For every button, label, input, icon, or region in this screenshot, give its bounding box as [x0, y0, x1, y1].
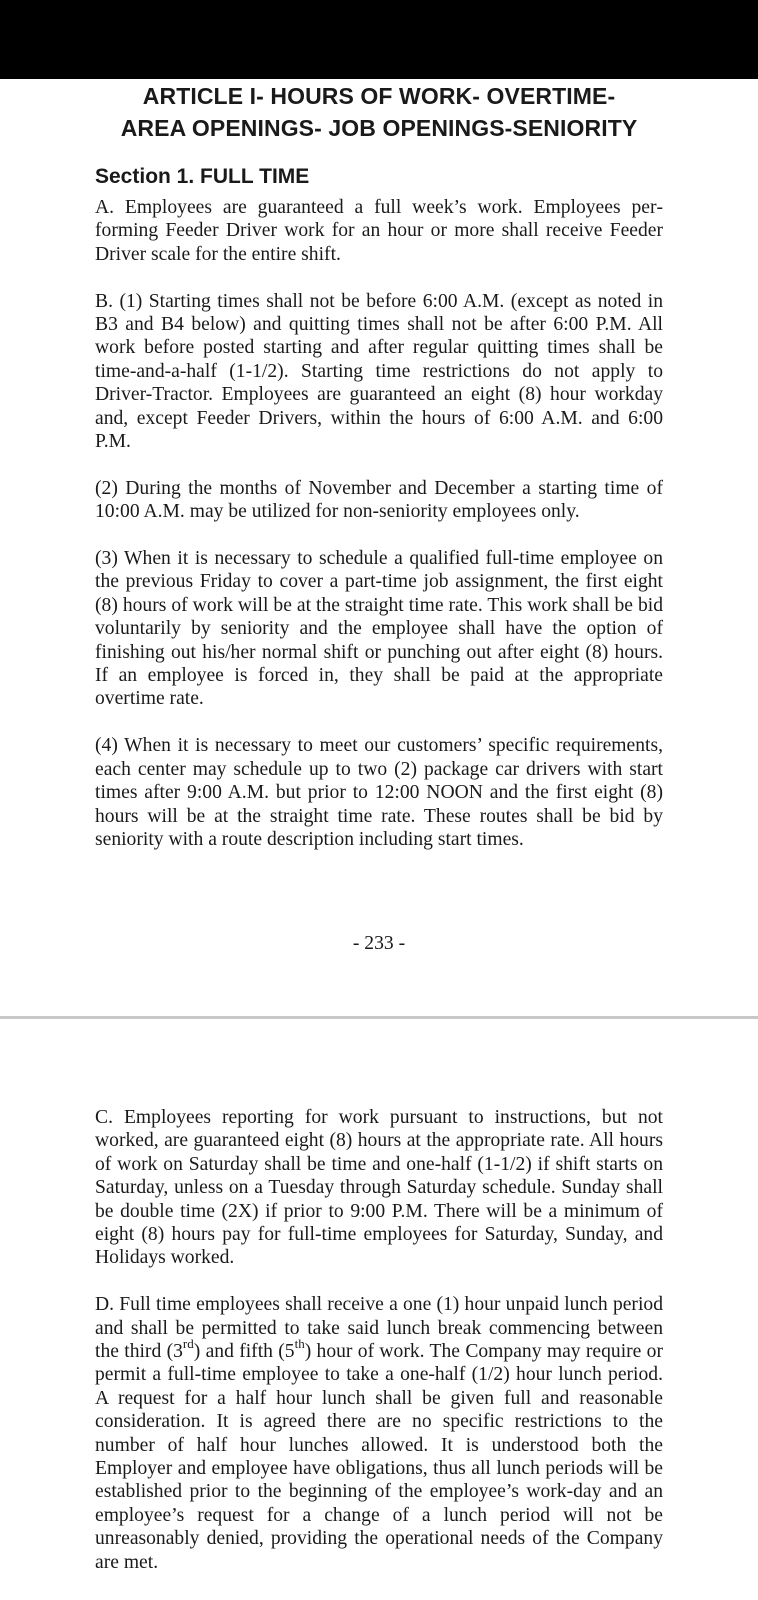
- page-233: [95, 80, 663, 851]
- ordinal-rd: rd: [182, 1335, 194, 1351]
- paragraph-b1: B. (1) Starting times shall not be before 6:00 A.M. (except as noted in B3 and B4 below) and quitting times shall not be after 6:00 P.M. All work before posted starting and after regular quitting times shall be time-and-a-half (1-1/2). Starting time restrictions do not apply to Driver-Tractor. Employees are guaranteed an eight (8) hour workday and, except Feeder Drivers, within the hours of 6:00 A.M. and 6:00 P.M.: [95, 290, 663, 453]
- paragraph-b4: (4) When it is necessary to meet our customers’ specific requirements, each center may schedule up to two (2) package car drivers with start times after 9:00 A.M. but prior to 12:00 NOON and the first eight (8) hours will be at the straight time rate. These routes shall be bid by seniority with a route description including start times.: [95, 735, 663, 850]
- page-234: [95, 1106, 663, 1574]
- section-heading: Section 1. FULL TIME: [95, 165, 310, 188]
- page-divider: [0, 1016, 758, 1019]
- page-number: - 233 -: [352, 933, 406, 954]
- article-title-line-2: AREA OPENINGS- JOB OPENINGS-SENIORITY: [120, 115, 638, 141]
- top-black-bar: [0, 0, 758, 79]
- paragraph-d: [95, 1293, 663, 1574]
- paragraph-d-part-2: ) and fifth (5: [193, 1341, 295, 1363]
- paragraph-d-part-3: ) hour of work. The Company may require or permit a full-time employee to take a one-half (1/2) hour lunch period. A request for a half hour lunch shall be given full and reasonable consideration. It is agreed there are no specific restrictions to the number of half hour lunches allowed. It is understood both the Employer and employee have obligations, thus all lunch periods will be established prior to the beginning of the employee’s work-day and an employee’s request for a change of a lunch period will not be unreasonably denied, providing the operational needs of the Company are met.: [95, 1341, 663, 1573]
- article-title: [89, 80, 669, 144]
- paragraph-c: C. Employees reporting for work pursuant to instructions, but not worked, are guaranteed eight (8) hours at the appropriate rate. All hours of work on Saturday shall be time and one-half (1-1/2) if shift starts on Saturday, unless on a Tuesday through Saturday schedule. Sunday shall be double time (2X) if prior to 9:00 P.M. There will be a minimum of eight (8) hours pay for full-time employees for Saturday, Sunday, and Holidays worked.: [95, 1107, 663, 1269]
- paragraph-b2: (2) During the months of November and December a starting time of 10:00 A.M. may be utilized for non-seniority employees only.: [95, 477, 663, 523]
- paragraph-b3: (3) When it is necessary to schedule a qualified full-time employee on the previous Friday to cover a part-time job assignment, the first eight (8) hours of work will be at the straight time rate. This work shall be bid voluntarily by seniority and the employee shall have the option of finishing out his/her normal shift or punching out after eight (8) hours. If an employee is forced in, they shall be paid at the appropriate overtime rate.: [95, 548, 663, 710]
- paragraph-d-part-1: D. Full time employees shall receive a one (1) hour unpaid lunch period and shall be permitted to take said lunch break commencing between the third (3: [95, 1294, 663, 1363]
- ordinal-th: th: [294, 1335, 305, 1351]
- article-title-line-1: ARTICLE I- HOURS OF WORK- OVERTIME-: [142, 83, 616, 109]
- paragraph-a: A. Employees are guaranteed a full week’s work. Employees performing Feeder Driver work for an hour or more shall receive Feeder Driver scale for the entire shift.: [95, 197, 663, 265]
